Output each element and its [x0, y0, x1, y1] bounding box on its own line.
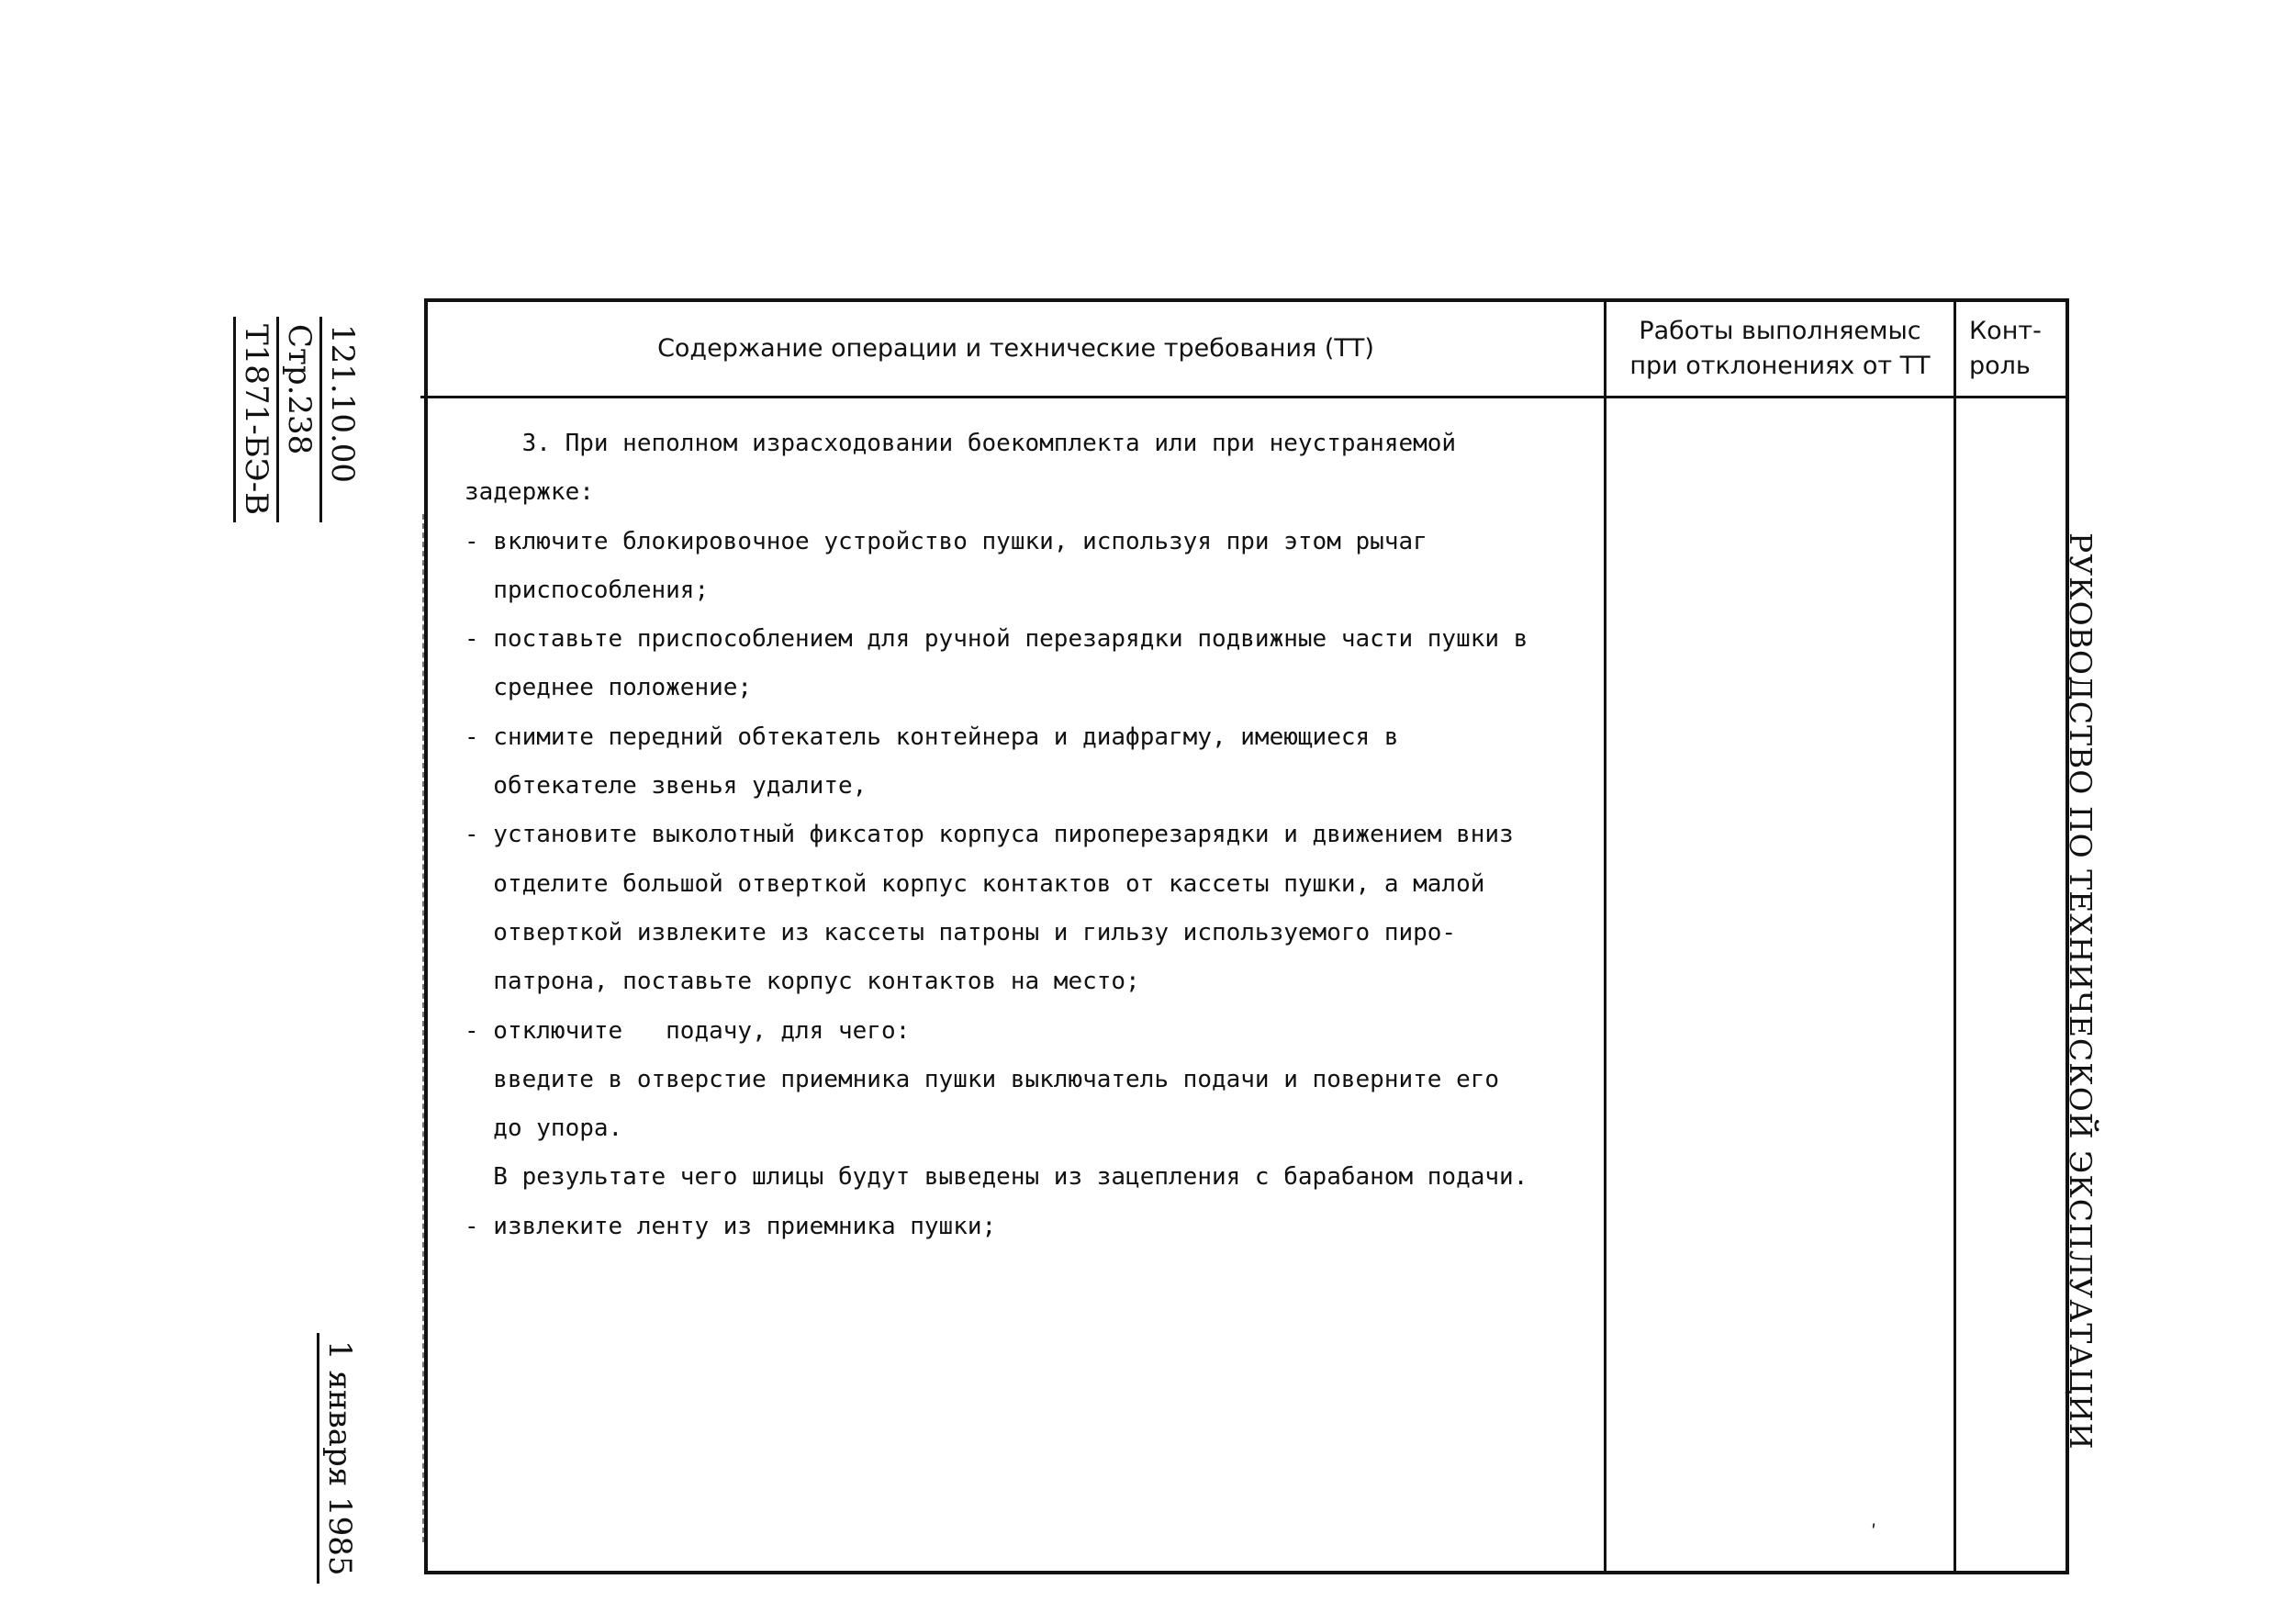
side-title: РУКОВОДСТВО ПО ТЕХНИЧЕСКОЙ ЭКСПЛУАТАЦИИ — [2063, 532, 2099, 1450]
header-deviations-line1: Работы выполняемыс — [1639, 317, 1921, 345]
header-deviations — [1606, 302, 1954, 396]
text-line: - отключите подачу, для чего: — [465, 1016, 911, 1045]
stray-mark: ʹ — [1868, 1521, 1880, 1543]
header-control — [1956, 302, 2075, 396]
header-divider — [420, 396, 2066, 398]
text-line: В результате чего шлицы будут выведены из зацепления с барабаном подачи. — [465, 1163, 1528, 1192]
text-line: - поставьте приспособлением для ручной перезарядки подвижные части пушки в — [465, 625, 1528, 654]
page-number: Стр.238 — [276, 317, 319, 522]
document-code-block — [233, 317, 363, 522]
header-content: Содержание операции и технические требования (ТТ) — [657, 334, 1374, 363]
text-line: обтекателе звенья удалите, — [465, 772, 868, 801]
column-divider — [1604, 302, 1606, 1571]
operation-content — [465, 420, 1603, 1251]
text-line: введите в отверстие приемника пушки выключатель подачи и поверните его — [465, 1065, 1500, 1093]
text-line: - снимите передний обтекатель контейнера и диафрагму, имеющиеся в — [465, 722, 1399, 751]
issue-date: 1 января 1985 — [317, 1333, 360, 1584]
header-control-line2: роль — [1969, 352, 2031, 380]
document-designation: Т1871-БЭ-В — [233, 317, 276, 522]
operations-table — [424, 298, 2069, 1574]
text-line: - установите выколотный фиксатор корпуса пироперезарядки и движением вниз — [465, 821, 1514, 849]
text-line: патрона, поставьте корпус контактов на место; — [465, 968, 1140, 996]
text-line: задержке: — [465, 478, 594, 507]
date-block — [317, 1333, 360, 1584]
text-line: отверткой извлеките из кассеты патроны и гильзу используемого пиро- — [465, 918, 1457, 946]
text-line: - включите блокировочное устройство пушки, используя при этом рычаг — [465, 527, 1427, 555]
text-line: до упора. — [465, 1114, 623, 1143]
text-line: отделите большой отверткой корпус контактов от кассеты пушки, а малой — [465, 869, 1485, 898]
document-code: 121.10.00 — [319, 317, 363, 522]
text-line: 3. При неполном израсходовании боекомплекта или при неустраняемой — [465, 430, 1457, 457]
text-line: среднее положение; — [465, 674, 753, 702]
header-deviations-line2: при отклонениях от ТТ — [1629, 352, 1931, 380]
text-line: - извлеките ленту из приемника пушки; — [465, 1212, 997, 1240]
text-line: приспособления; — [465, 576, 710, 604]
header-control-line1: Конт- — [1969, 317, 2042, 345]
column-divider — [1954, 302, 1956, 1571]
